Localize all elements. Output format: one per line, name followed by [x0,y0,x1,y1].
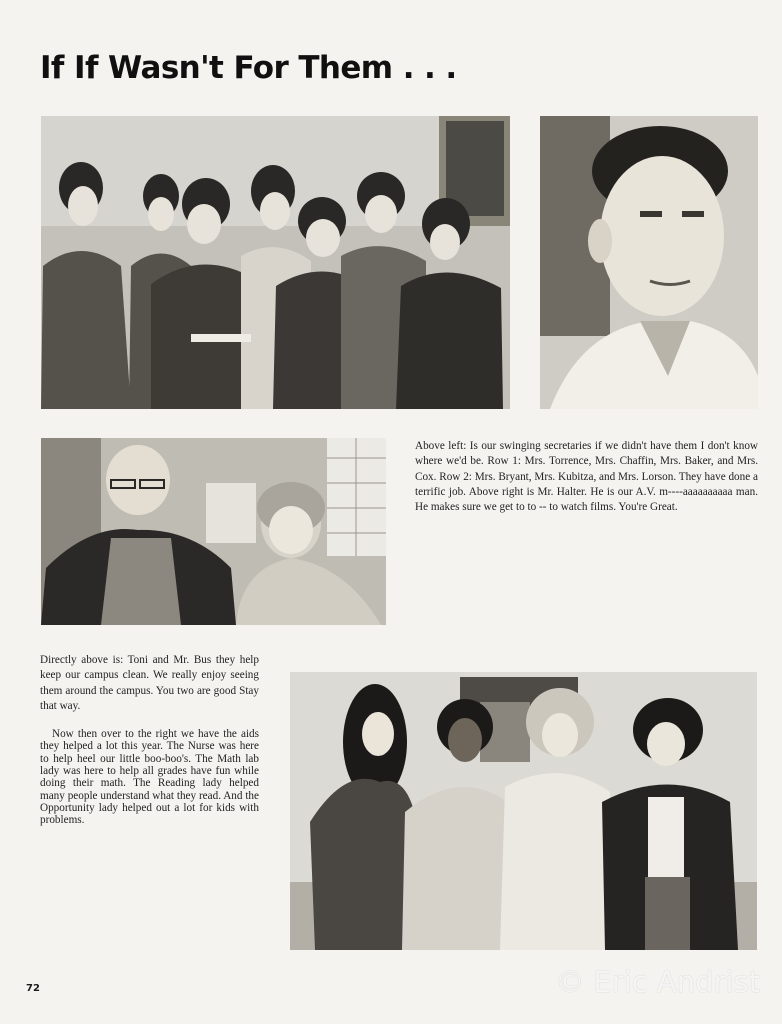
custodians-photo [41,438,386,625]
caption-secretaries-and-av [415,439,758,515]
page-title: If If Wasn't For Them . . . [40,50,457,86]
copyright-watermark: © Eric Andrist [555,965,760,999]
caption-secretaries-and-av-text: Above left: Is our swinging secretaries if we didn't have them I don't know where we'd be. Row 1: Mrs. Torrence, Mrs. Chaffin, Mrs. Baker, and Mrs. Cox. Row 2: Mrs. Bryant, Mrs. Kubitza, and Mrs. Lorson. They have done a terrific job. Above right is Mr. Halter. He is our A.V. m----aaaaaaaaaa man. He makes sure we get to to -- to watch films. You're Great. [415,440,758,514]
aides-group-photo [290,672,757,950]
av-man-portrait-photo [540,116,758,409]
caption-aides-text: Now then over to the right we have the aids they helped a lot this year. The Nurse was here to help heel our little boo-boo's. The Math lab lady was here to help all grades have fun while doing their math. The Reading lady helped many people understand what they read. And the Opportunity lady helped out a lot for kids with problems. [40,728,259,827]
caption-custodians-text: Directly above is: Toni and Mr. Bus they help keep our campus clean. We really enjoy seeing them around the campus. You two are good Stay that way. [40,654,259,712]
page-number: 72 [26,983,40,994]
secretaries-group-photo [41,116,510,409]
caption-custodians-and-aides [40,653,259,827]
